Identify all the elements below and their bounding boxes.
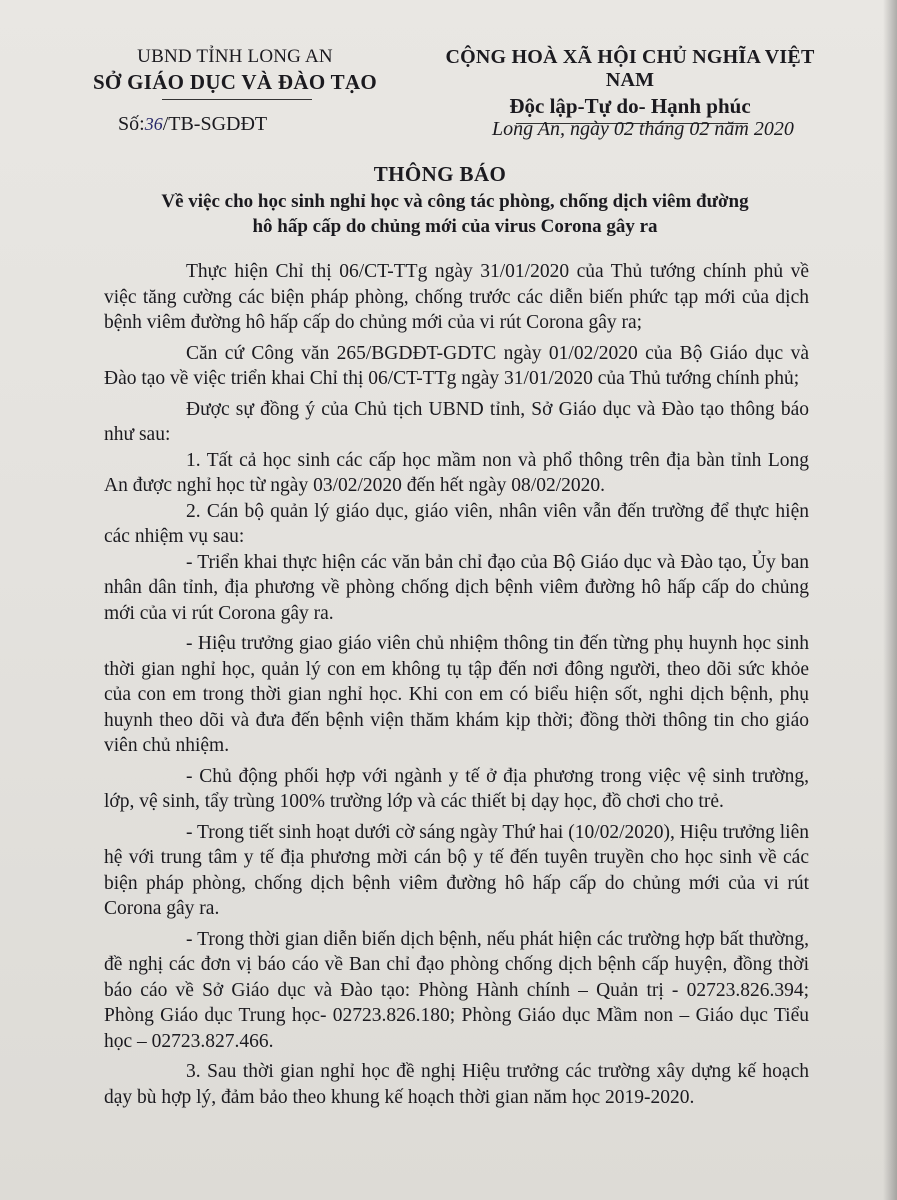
agency-name: SỞ GIÁO DỤC VÀ ĐÀO TẠO <box>92 70 378 94</box>
paragraph-task-1: - Triển khai thực hiện các văn bản chỉ đạo của Bộ Giáo dục và Đào tạo, Ủy ban nhân dân tỉnh, địa phương về phòng chống dịch bệnh viêm đường hô hấp cấp do chủng mới của vi rút Corona gây ra. <box>104 551 809 624</box>
paragraph-task-4: - Trong tiết sinh hoạt dưới cờ sáng ngày Thứ hai (10/02/2020), Hiệu trưởng liên hệ với trung tâm y tế địa phương mời cán bộ y tế đến tuyên truyền cho học sinh về các biện pháp phòng, chống dịch bệnh viêm đường hô hấp cấp do chủng mới của vi rút Corona gây ra. <box>104 821 809 919</box>
paragraph-item-1: 1. Tất cả học sinh các cấp học mầm non và phổ thông trên địa bàn tỉnh Long An được nghỉ học từ ngày 03/02/2020 đến hết ngày 08/02/2020. <box>104 449 809 496</box>
subtitle-line-2: hô hấp cấp do chủng mới của virus Corona gây ra <box>252 216 658 237</box>
agency-parent: UBND TỈNH LONG AN <box>137 46 333 67</box>
paragraph-item-3: 3. Sau thời gian nghỉ học đề nghị Hiệu trưởng các trường xây dựng kế hoạch dạy bù hợp lý, đảm bảo theo khung kế hoạch thời gian năm học 2019-2020. <box>104 1061 809 1108</box>
issuing-agency-header <box>80 46 440 100</box>
issue-date: Long An, ngày 02 tháng 02 năm 2020 <box>492 118 794 140</box>
paragraph-approval: Được sự đồng ý của Chủ tịch UBND tỉnh, Sở Giáo dục và Đào tạo thông báo như sau: <box>104 398 809 445</box>
document-title: THÔNG BÁO <box>373 162 507 186</box>
paragraph-task-5: - Trong thời gian diễn biến dịch bệnh, nếu phát hiện các trường hợp bất thường, đề nghị các đơn vị báo cáo về Ban chỉ đạo phòng chống dịch bệnh cấp huyện, đồng thời báo cáo về Sở Giáo dục và Đào tạo: Phòng Hành chính – Quản trị - 02723.826.394; Phòng Giáo dục Trung học- 02723.826.180; Phòng Giáo dục Mầm non – Giáo dục Tiểu học – 02723.827.466. <box>104 928 809 1052</box>
subtitle-line-1: Về việc cho học sinh nghỉ học và công tác phòng, chống dịch viêm đường <box>161 191 749 212</box>
document-number <box>118 113 267 136</box>
doc-number-handwritten: 36 <box>144 114 163 134</box>
paragraph-directive: Thực hiện Chỉ thị 06/CT-TTg ngày 31/01/2020 của Thủ tướng chính phủ về việc tăng cường các biện pháp phòng, chống trước các diễn biến phức tạp mới của dịch bệnh viêm đường hô hấp cấp do chủng mới của vi rút Corona gây ra; <box>104 261 809 333</box>
paragraph-task-3: - Chủ động phối hợp với ngành y tế ở địa phương trong việc vệ sinh trường, lớp, vệ sinh, tẩy trùng 100% trường lớp và các thiết bị dạy học, đồ chơi cho trẻ. <box>104 765 809 812</box>
agency-underline <box>162 99 312 100</box>
national-motto: Độc lập-Tự do- Hạnh phúc <box>509 94 751 118</box>
document-body <box>104 259 809 1110</box>
doc-number-suffix: /TB-SGDĐT <box>162 113 268 135</box>
national-motto-header <box>420 46 840 124</box>
doc-number-prefix: Số: <box>118 113 145 135</box>
national-name: CỘNG HOÀ XÃ HỘI CHỦ NGHĨA VIỆT NAM <box>445 46 815 91</box>
paragraph-basis: Căn cứ Công văn 265/BGDĐT-GDTC ngày 01/02/2020 của Bộ Giáo dục và Đào tạo về việc triển khai Chỉ thị 06/CT-TTg ngày 31/01/2020 của Thủ tướng chính phủ; <box>104 342 809 389</box>
paragraph-item-2: 2. Cán bộ quản lý giáo dục, giáo viên, nhân viên vẫn đến trường để thực hiện các nhiệm vụ sau: <box>104 500 809 547</box>
paragraph-task-2: - Hiệu trưởng giao giáo viên chủ nhiệm thông tin đến từng phụ huynh học sinh thời gian nghỉ học, quản lý con em không tụ tập đến nơi đông người, theo dõi sức khỏe của con em trong thời gian nghỉ học. Khi con em có biểu hiện sốt, nghi dịch bệnh, phụ huynh theo dõi và đưa đến bệnh viện thăm khám kịp thời; đồng thời thông tin cho giáo viên chủ nhiệm. <box>104 633 809 756</box>
document-subtitle <box>90 189 820 239</box>
